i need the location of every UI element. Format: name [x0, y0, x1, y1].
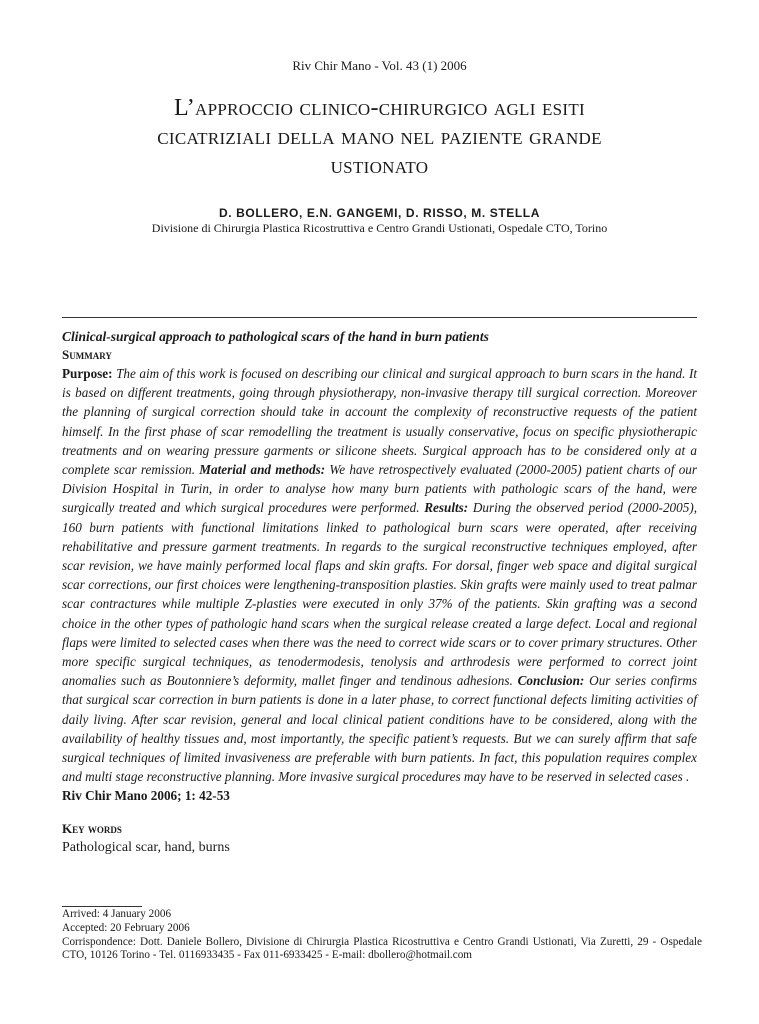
footnote-divider	[62, 906, 142, 907]
accepted-date: Accepted: 20 February 2006	[62, 921, 190, 934]
correspondence: Corrispondence: Dott. Daniele Bollero, Divisione di Chirurgia Plastica Ricostruttiva e Centro Grandi Ustionati, Via Zuretti, 29 - Ospedale CTO, 10126 Torino - Tel. 0116933435 - Fax 011-6933425 - E-mail: dbollero@hotmail.com	[62, 935, 702, 962]
abstract-body	[62, 364, 697, 786]
journal-header: Riv Chir Mano - Vol. 43 (1) 2006	[292, 58, 467, 73]
citation: Riv Chir Mano 2006; 1: 42-53	[62, 788, 230, 804]
methods-text: We have retrospectively evaluated (2000-2005) patient charts of our Division Hospital in Turin, in order to analyse how many burn patients with pathologic scars of the hand, were surgically treated and which surgical procedures were performed.	[62, 462, 698, 516]
article-title	[40, 94, 719, 181]
results-label: Results:	[424, 500, 469, 516]
results-text: During the observed period (2000-2005), 160 burn patients with functional limitations linked to pathological burn scars were operated, after receiving rehabilitative and pressure garment treatments. In regards to the surgical reconstructive techniques employed, after scar revision, we have mainly performed local flaps and skin grafts. For dorsal, finger web space and digital surgical scar corrections, our first choices were lengthening-transposition plasties. Skin grafts were mainly used to treat palmar scar contractures while multiple Z-plasties were executed in only 37% of the patients. Skin grafting was a second choice in the other types of pathologic hand scars when the surgical release created a large defect. Local and regional flaps were limited to selected cases when there was the need to correct wide scars or to cover primary structures. Other more specific surgical techniques, as tenodermodesis, tenolysis and arthrodesis were performed to correct joint anomalies such as Boutonniere’s deformity, mallet finger and tendinous adhesions.	[62, 500, 698, 689]
keywords-text: Pathological scar, hand, burns	[62, 840, 230, 856]
purpose-label: Purpose:	[62, 366, 113, 381]
conclusion-label: Conclusion:	[517, 673, 585, 689]
keywords-heading: Key words	[62, 821, 122, 837]
title-line: cicatriziali della mano nel paziente grande	[157, 124, 602, 150]
author-list: D. BOLLERO, E.N. GANGEMI, D. RISSO, M. STELLA	[218, 206, 540, 220]
title-line: L’approccio clinico-chirurgico agli esiti	[173, 95, 586, 121]
affiliation: Divisione di Chirurgia Plastica Ricostruttiva e Centro Grandi Ustionati, Ospedale CTO, Torino	[151, 221, 608, 235]
abstract-section	[62, 327, 697, 858]
methods-label: Material and methods:	[199, 462, 326, 478]
english-title: Clinical-surgical approach to pathological scars of the hand in burn patients	[62, 329, 489, 344]
footnotes	[62, 908, 702, 963]
summary-heading: Summary	[62, 347, 112, 362]
conclusion-text: Our series confirms that surgical scar correction in burn patients is done in a later phase, to correct functional defects limiting activities of daily living. After scar revision, general and local clinical patient conditions have to be considered, along with the availability of healthy tissues and, most importantly, the specific patient’s requests. But we can surely affirm that safe surgical techniques of limited invasiveness are preferable with burn patients. In fact, this population requires complex and multi stage reconstructive planning. More invasive surgical procedures may have to be reserved in selected cases .	[62, 673, 698, 785]
arrived-date: Arrived: 4 January 2006	[62, 908, 172, 920]
title-line: ustionato	[330, 153, 429, 179]
purpose-text: The aim of this work is focused on describing our clinical and surgical approach to burn scars in the hand. It is based on different treatments, going through physiotherapy, non-invasive therapy till surgical correction. Moreover the planning of surgical correction should take in account the complexity of reconstructive requests of the patient himself. In the first phase of scar remodelling the treatment is usually conservative, focus on specific physiotherapic treatments and on wearing pressure garments or silicone sheets. Surgical approach has to be considered only at a complete scar remission.	[62, 366, 698, 478]
section-divider	[62, 317, 697, 318]
